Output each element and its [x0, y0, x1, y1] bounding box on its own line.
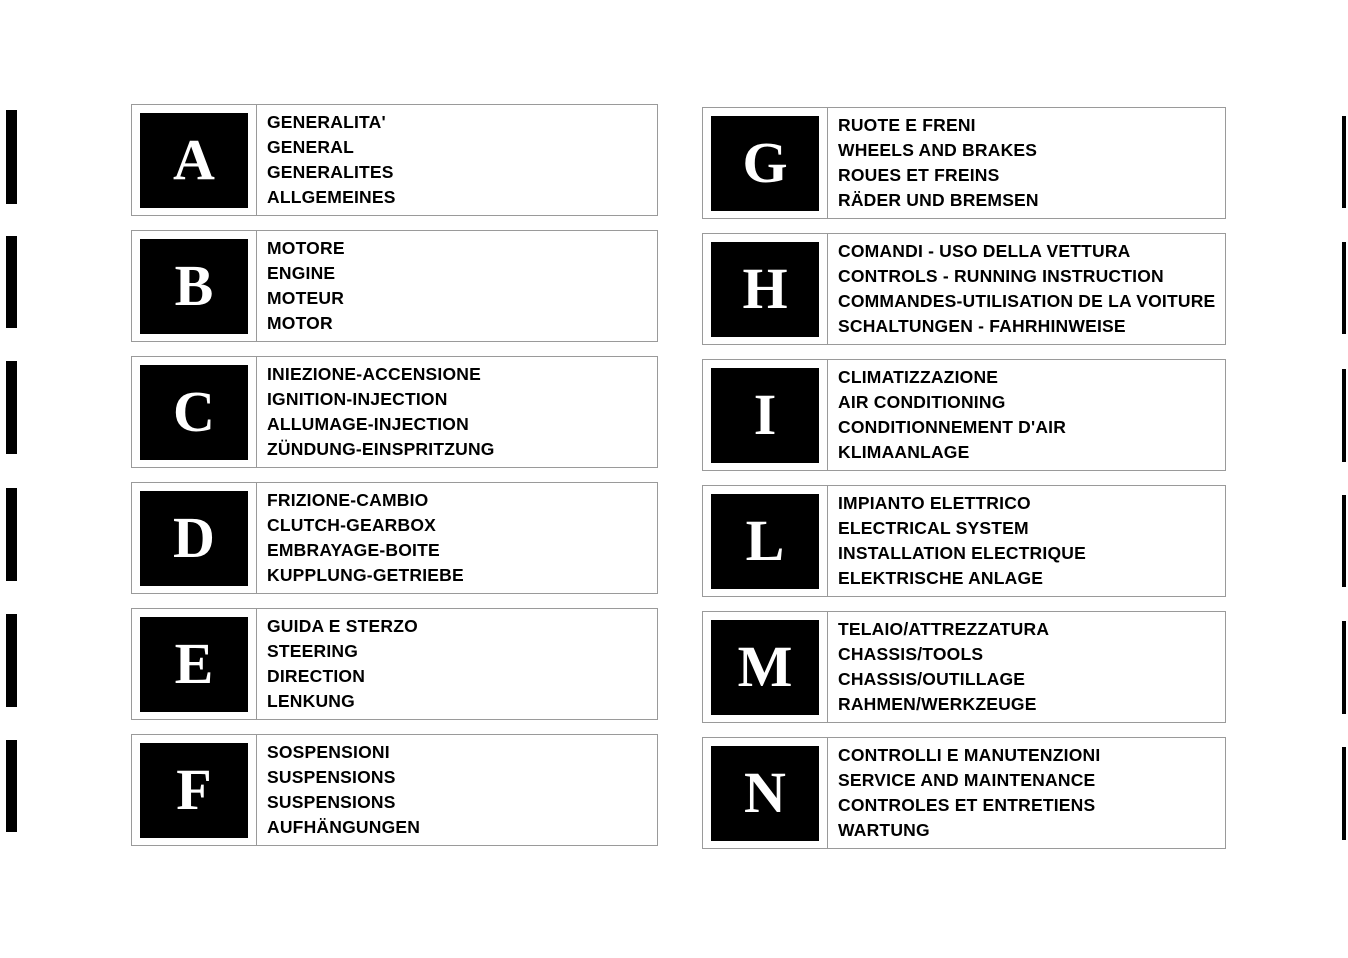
section-f[interactable]	[131, 734, 658, 846]
section-titles	[828, 612, 1049, 722]
section-letter-box	[703, 234, 828, 344]
title-french: CONDITIONNEMENT D'AIR	[838, 417, 1067, 437]
title-german: SCHALTUNGEN - FAHRHINWEISE	[838, 316, 1126, 336]
title-italian: SOSPENSIONI	[267, 742, 390, 762]
title-italian: CONTROLLI E MANUTENZIONI	[838, 745, 1101, 765]
section-letter: L	[711, 494, 819, 589]
title-english: ELECTRICAL SYSTEM	[838, 518, 1029, 538]
title-italian: GENERALITA'	[267, 112, 386, 132]
title-english: CHASSIS/TOOLS	[838, 644, 984, 664]
title-italian: COMANDI - USO DELLA VETTURA	[838, 241, 1131, 261]
title-german: MOTOR	[267, 313, 333, 333]
title-french: COMMANDES-UTILISATION DE LA VOITURE	[838, 291, 1216, 311]
title-french: GENERALITES	[267, 162, 394, 182]
title-french: DIRECTION	[267, 666, 366, 686]
title-italian: RUOTE E FRENI	[838, 115, 976, 135]
section-titles	[257, 735, 420, 845]
title-german: ALLGEMEINES	[267, 187, 396, 207]
section-letter-box	[132, 357, 257, 467]
section-letter: B	[140, 239, 248, 334]
section-titles	[257, 357, 495, 467]
thumb-tab-left	[6, 236, 17, 328]
section-letter: F	[140, 743, 248, 838]
thumb-tab-left	[6, 614, 17, 707]
section-c[interactable]	[131, 356, 658, 468]
section-h[interactable]	[702, 233, 1226, 345]
section-e[interactable]	[131, 608, 658, 720]
thumb-tab-right	[1342, 116, 1346, 208]
title-english: WHEELS AND BRAKES	[838, 140, 1038, 160]
title-italian: IMPIANTO ELETTRICO	[838, 493, 1031, 513]
thumb-tab-right	[1342, 369, 1346, 462]
title-italian: GUIDA E STERZO	[267, 616, 418, 636]
thumb-tab-left	[6, 740, 17, 832]
title-french: ROUES ET FREINS	[838, 165, 1000, 185]
title-german: ELEKTRISCHE ANLAGE	[838, 568, 1044, 588]
right-column	[702, 107, 1226, 863]
thumb-tab-right	[1342, 495, 1346, 587]
section-letter-box	[703, 486, 828, 596]
section-titles	[257, 105, 396, 215]
section-titles	[257, 483, 464, 593]
section-a[interactable]	[131, 104, 658, 216]
title-italian: MOTORE	[267, 238, 345, 258]
title-english: AIR CONDITIONING	[838, 392, 1006, 412]
left-column	[131, 104, 658, 860]
title-french: EMBRAYAGE-BOITE	[267, 540, 440, 560]
section-letter: A	[140, 113, 248, 208]
section-n[interactable]	[702, 737, 1226, 849]
thumb-tab-right	[1342, 621, 1346, 714]
title-french: CHASSIS/OUTILLAGE	[838, 669, 1026, 689]
section-letter-box	[703, 612, 828, 722]
section-letter: D	[140, 491, 248, 586]
title-italian: FRIZIONE-CAMBIO	[267, 490, 429, 510]
title-english: SERVICE AND MAINTENANCE	[838, 770, 1096, 790]
section-letter: M	[711, 620, 819, 715]
title-italian: CLIMATIZZAZIONE	[838, 367, 999, 387]
title-german: RÄDER UND BREMSEN	[838, 190, 1039, 210]
section-titles	[828, 738, 1100, 848]
section-titles	[257, 231, 345, 341]
section-letter-box	[132, 231, 257, 341]
thumb-tab-left	[6, 361, 17, 454]
section-l[interactable]	[702, 485, 1226, 597]
section-titles	[828, 108, 1039, 218]
thumb-tab-left	[6, 110, 17, 204]
title-italian: TELAIO/ATTREZZATURA	[838, 619, 1050, 639]
section-g[interactable]	[702, 107, 1226, 219]
title-german: KLIMAANLAGE	[838, 442, 970, 462]
title-english: IGNITION-INJECTION	[267, 389, 448, 409]
section-letter-box	[132, 609, 257, 719]
section-letter: H	[711, 242, 819, 337]
title-english: CONTROLS - RUNNING INSTRUCTION	[838, 266, 1164, 286]
title-italian: INIEZIONE-ACCENSIONE	[267, 364, 482, 384]
title-german: KUPPLUNG-GETRIEBE	[267, 565, 464, 585]
title-english: GENERAL	[267, 137, 354, 157]
thumb-tab-left	[6, 488, 17, 581]
thumb-tab-right	[1342, 747, 1346, 840]
section-i[interactable]	[702, 359, 1226, 471]
title-german: LENKUNG	[267, 691, 355, 711]
section-letter: N	[711, 746, 819, 841]
title-german: RAHMEN/WERKZEUGE	[838, 694, 1037, 714]
title-german: AUFHÄNGUNGEN	[267, 817, 421, 837]
section-d[interactable]	[131, 482, 658, 594]
section-letter-box	[703, 108, 828, 218]
title-german: ZÜNDUNG-EINSPRITZUNG	[267, 439, 495, 459]
title-english: SUSPENSIONS	[267, 767, 396, 787]
section-letter-box	[703, 738, 828, 848]
title-german: WARTUNG	[838, 820, 930, 840]
section-letter: E	[140, 617, 248, 712]
section-letter-box	[132, 483, 257, 593]
section-letter-box	[132, 105, 257, 215]
section-b[interactable]	[131, 230, 658, 342]
section-letter-box	[703, 360, 828, 470]
title-french: MOTEUR	[267, 288, 345, 308]
title-french: INSTALLATION ELECTRIQUE	[838, 543, 1086, 563]
section-m[interactable]	[702, 611, 1226, 723]
title-french: ALLUMAGE-INJECTION	[267, 414, 469, 434]
title-english: STEERING	[267, 641, 359, 661]
title-french: CONTROLES ET ENTRETIENS	[838, 795, 1096, 815]
title-english: ENGINE	[267, 263, 336, 283]
section-letter: C	[140, 365, 248, 460]
section-titles	[828, 234, 1215, 344]
thumb-tab-right	[1342, 242, 1346, 334]
section-titles	[828, 360, 1066, 470]
section-letter: I	[711, 368, 819, 463]
section-letter-box	[132, 735, 257, 845]
section-titles	[257, 609, 418, 719]
section-letter: G	[711, 116, 819, 211]
title-french: SUSPENSIONS	[267, 792, 396, 812]
section-titles	[828, 486, 1086, 596]
title-english: CLUTCH-GEARBOX	[267, 515, 437, 535]
